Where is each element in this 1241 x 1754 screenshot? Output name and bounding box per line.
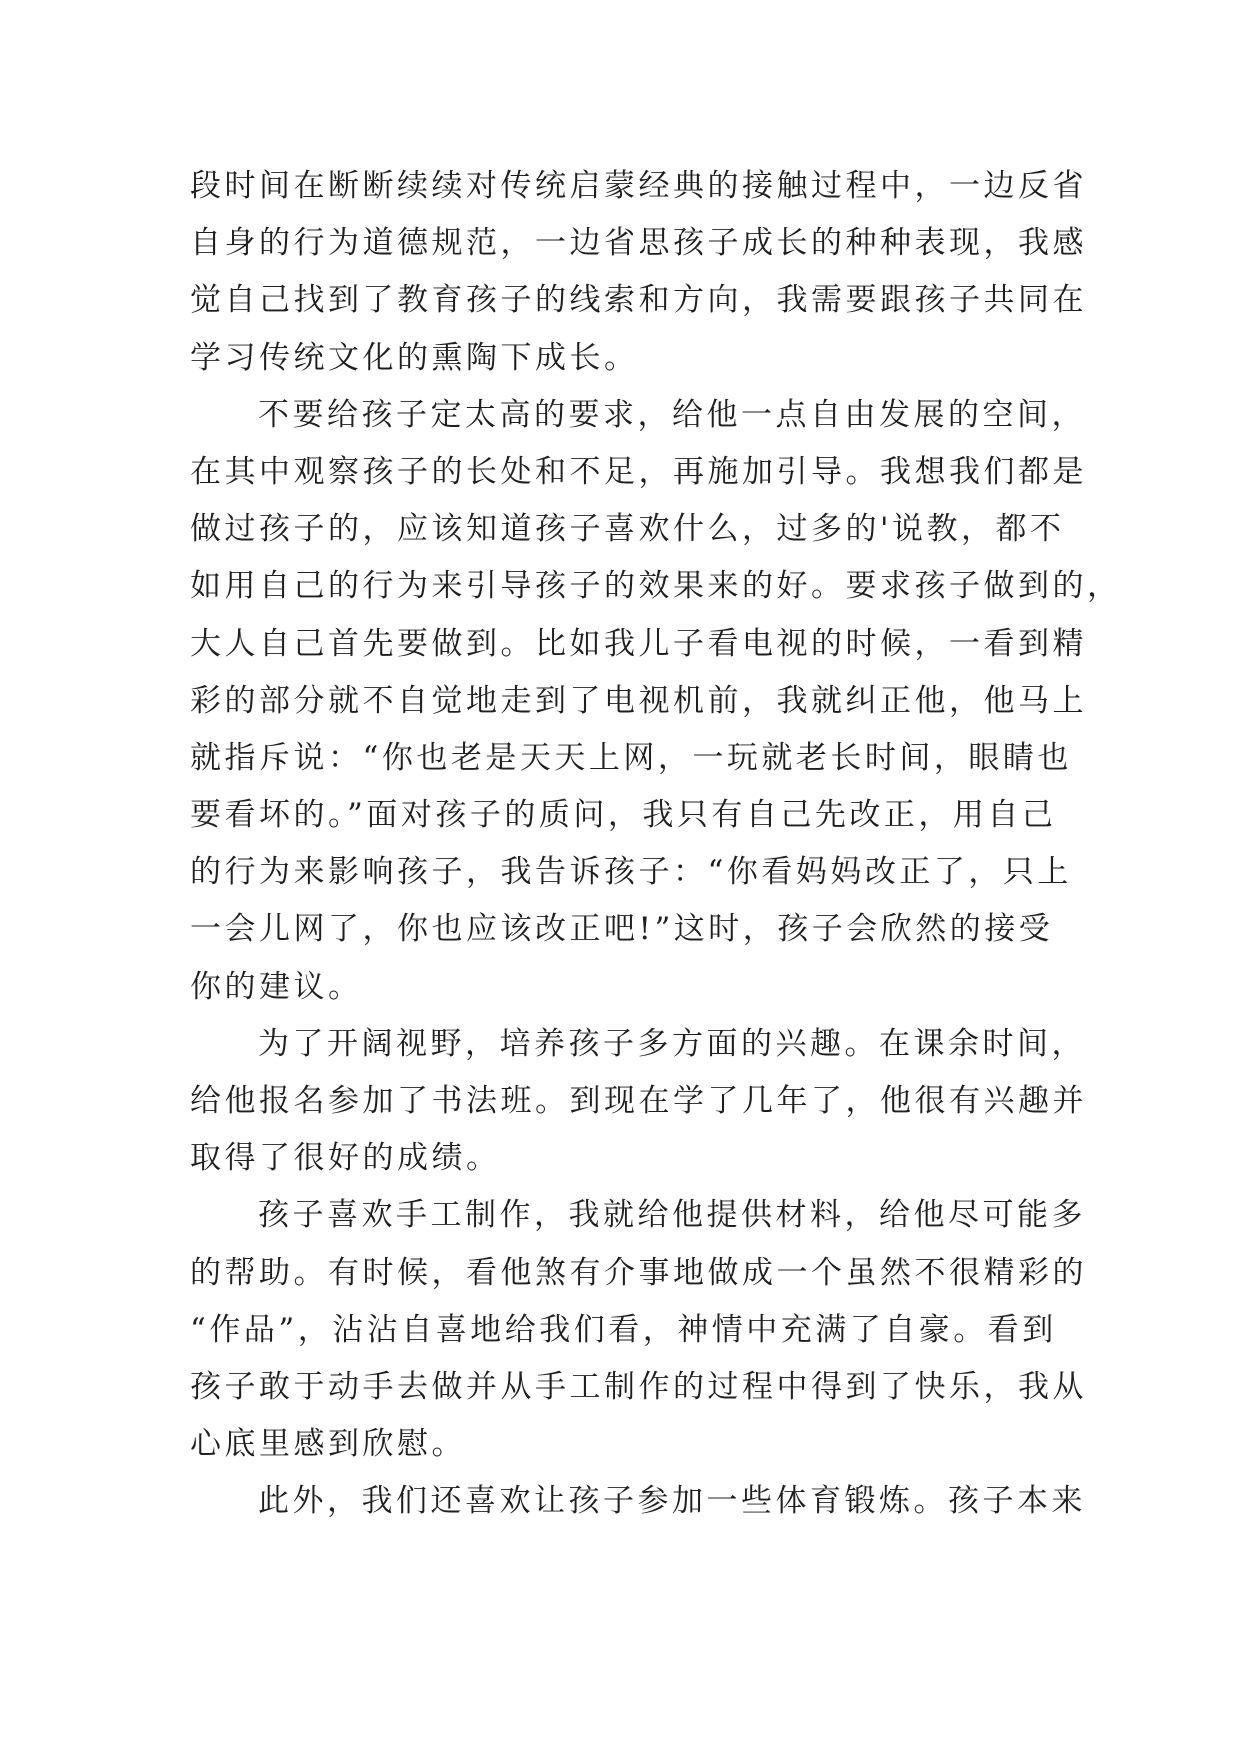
- text-line: 给他报名参加了书法班。到现在学了几年了，他很有兴趣并: [190, 1083, 1087, 1119]
- paragraph-first-line: 不要给孩子定太高的要求，给他一点自由发展的空间，: [258, 396, 1086, 433]
- text-line: 取得了很好的成绩。: [190, 1140, 501, 1177]
- text-line: 做过孩子的，应该知道孩子喜欢什么，过多的'说教，都不: [190, 511, 1065, 548]
- text-line: 大人自己首先要做到。比如我儿子看电视的时候，一看到精: [190, 625, 1087, 662]
- text-line: 自身的行为道德规范，一边省思孩子成长的种种表现，我感: [190, 225, 1087, 262]
- paragraph-first-line: 为了开阔视野，培养孩子多方面的兴趣。在课余时间，: [258, 1025, 1086, 1062]
- text-line: 一会儿网了，你也应该改正吧!”这时，孩子会欣然的接受: [190, 911, 1054, 948]
- text-line: 你的建议。: [190, 968, 363, 1005]
- body-text: [190, 158, 1122, 1531]
- text-line: “作品”，沾沾自喜地给我们看，神情中充满了自豪。看到: [190, 1311, 1057, 1348]
- text-line: 学习传统文化的熏陶下成长。: [190, 339, 639, 376]
- text-line: 的帮助。有时候，看他煞有介事地做成一个虽然不很精彩的: [190, 1254, 1087, 1291]
- text-line: 觉自己找到了教育孩子的线索和方向，我需要跟孩子共同在: [190, 282, 1087, 319]
- text-line: 彩的部分就不自觉地走到了电视机前，我就纠正他，他马上: [190, 682, 1087, 719]
- text-line: 要看坏的。”面对孩子的质问，我只有自己先改正，用自己: [190, 797, 1057, 834]
- text-line: 就指斥说：“你也老是天天上网，一玩就老长时间，眼睛也: [190, 739, 1072, 776]
- text-line: 孩子敢于动手去做并从手工制作的过程中得到了快乐，我从: [190, 1368, 1087, 1405]
- text-line: 心底里感到欣慰。: [190, 1426, 466, 1463]
- text-line: 段时间在断断续续对传统启蒙经典的接触过程中，一边反省: [190, 168, 1087, 204]
- text-line: 在其中观察孩子的长处和不足，再施加引导。我想我们都是: [190, 453, 1087, 490]
- text-line: 如用自己的行为来引导孩子的效果来的好。要求孩子做到的，: [190, 568, 1122, 605]
- paragraph-first-line: 孩子喜欢手工制作，我就给他提供材料，给他尽可能多: [258, 1197, 1086, 1234]
- text-line: 的行为来影响孩子，我告诉孩子：“你看妈妈改正了，只上: [190, 854, 1072, 891]
- paragraph-first-line: 此外，我们还喜欢让孩子参加一些体育锻炼。孩子本来: [258, 1483, 1086, 1520]
